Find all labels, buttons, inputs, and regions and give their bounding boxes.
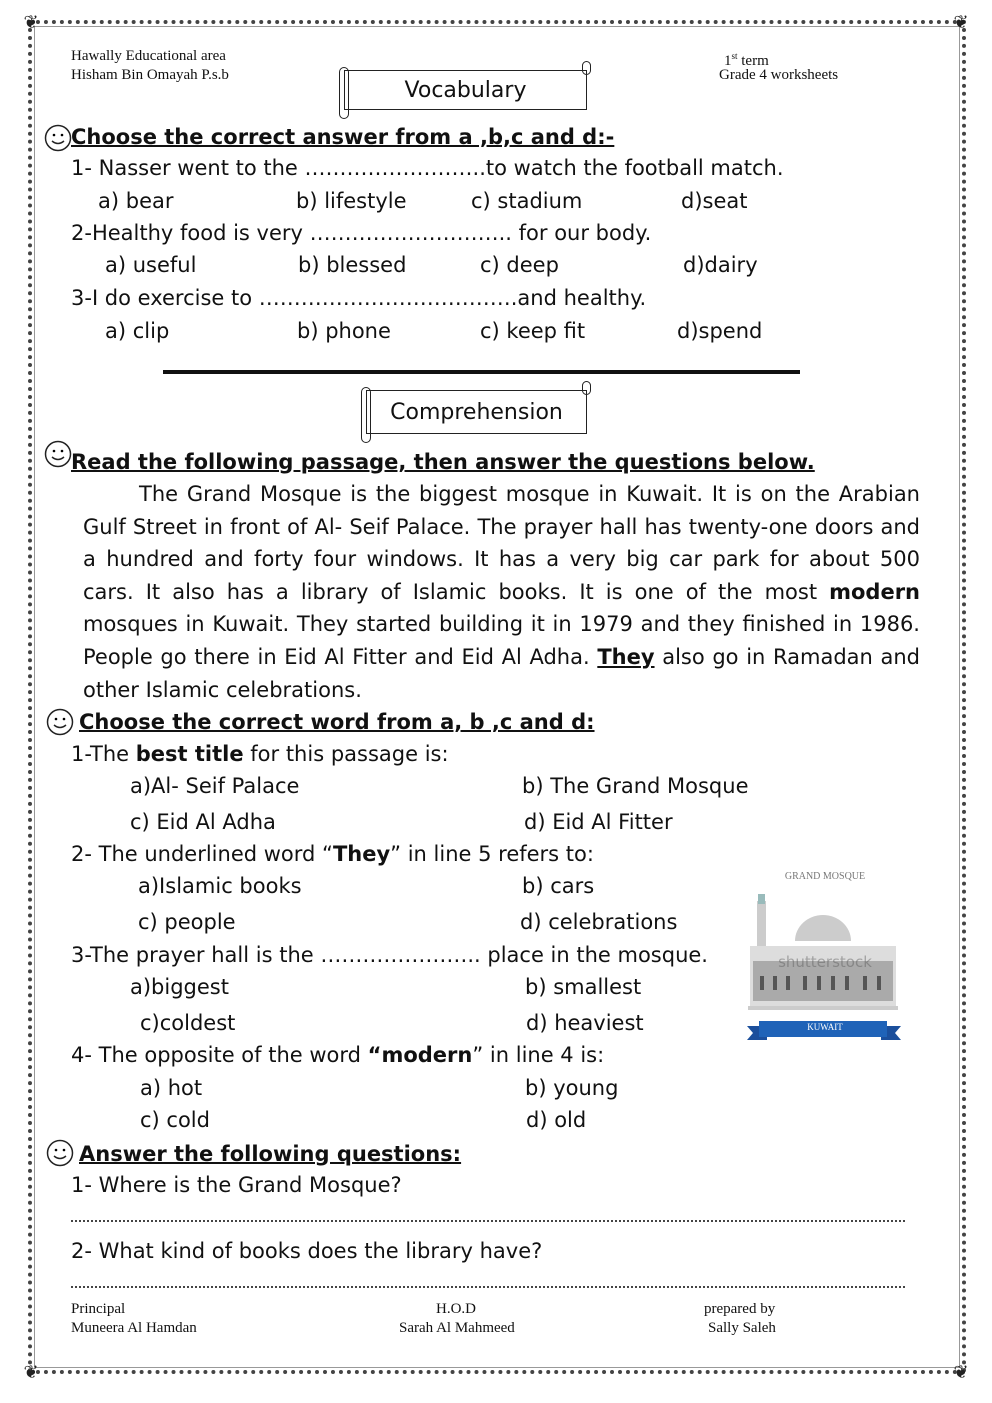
- vocab-question-3: 3-I do exercise to ……………………………….and healthy.: [71, 286, 647, 310]
- option[interactable]: a)Al- Seif Palace: [130, 774, 300, 798]
- corner-ornament-icon: ❦: [23, 12, 39, 33]
- open-question-1: 1- Where is the Grand Mosque?: [71, 1173, 402, 1197]
- q-text: 1-The: [71, 742, 136, 766]
- school-name: Hisham Bin Omayah P.s.b: [71, 67, 229, 83]
- mc-question-4: [71, 1042, 604, 1068]
- smiley-icon: [44, 124, 72, 152]
- term-word: term: [737, 53, 769, 69]
- corner-ornament-icon: ❦: [23, 1362, 39, 1383]
- prepared-label: prepared by: [704, 1301, 776, 1317]
- option[interactable]: a) bear: [98, 189, 174, 213]
- option[interactable]: d)dairy: [683, 253, 758, 277]
- grade: Grade 4 worksheets: [719, 67, 839, 83]
- passage-text: The Grand Mosque is the biggest mosque in Kuwait. It is on the Arabian Gulf Street in front of Al- Seif Palace. The prayer hall has twenty-one doors and a hundred and forty four windows. It has a very big car park for about 500 cars. It also has a library of Islamic books. It is one of the most: [83, 482, 920, 604]
- smiley-icon: [46, 1139, 74, 1167]
- principal-name: Muneera Al Hamdan: [71, 1320, 197, 1336]
- image-caption: GRAND MOSQUE: [784, 871, 866, 882]
- option[interactable]: c) Eid Al Adha: [130, 810, 276, 834]
- option[interactable]: a) clip: [105, 319, 170, 343]
- option[interactable]: a)Islamic books: [138, 874, 302, 898]
- mc-question-3: 3-The prayer hall is the ………………….. place in the mosque.: [71, 943, 708, 967]
- option[interactable]: b) young: [525, 1076, 619, 1100]
- smiley-icon: [44, 440, 72, 468]
- passage-underlined-word: They: [597, 644, 655, 669]
- image-banner: KUWAIT: [807, 1022, 843, 1032]
- section-title-text: Vocabulary: [404, 77, 527, 103]
- corner-ornament-icon: ❦: [953, 12, 969, 33]
- hod-label: H.O.D: [436, 1301, 476, 1317]
- open-instruction: Answer the following questions:: [79, 1142, 462, 1166]
- answer-line-1[interactable]: [71, 1220, 905, 1222]
- mc-instruction: Choose the correct word from a, b ,c and d:: [79, 710, 595, 734]
- option[interactable]: b) smallest: [525, 975, 642, 999]
- option[interactable]: b) phone: [297, 319, 391, 343]
- passage-bold-word: modern: [829, 579, 920, 604]
- vocab-question-2: 2-Healthy food is very ……………………….. for our body.: [71, 221, 652, 245]
- passage-text: mosques in Kuwait. They started building it in 1979 and they finished in 1986. People go there in Eid Al Fitter and Eid Al Adha.: [83, 612, 920, 669]
- option[interactable]: a) useful: [105, 253, 197, 277]
- comp-instruction: Read the following passage, then answer the questions below.: [71, 450, 815, 474]
- option[interactable]: c) people: [138, 910, 236, 934]
- option[interactable]: a)biggest: [130, 975, 229, 999]
- option[interactable]: a) hot: [140, 1076, 203, 1100]
- smiley-icon: [46, 708, 74, 736]
- option[interactable]: d) old: [526, 1108, 587, 1132]
- q-text: 2- The underlined word “: [71, 842, 333, 866]
- mc-question-1: [71, 741, 449, 767]
- q-text: 4- The opposite of the word: [71, 1043, 368, 1067]
- term-number: 1: [724, 53, 732, 69]
- option[interactable]: d) Eid Al Fitter: [524, 810, 673, 834]
- vocab-instruction: Choose the correct answer from a ,b,c and d:-: [71, 125, 615, 149]
- vocab-question-1: 1- Nasser went to the ……………………..to watch the football match.: [71, 156, 784, 180]
- q-text: for this passage is:: [243, 742, 449, 766]
- option[interactable]: c) stadium: [471, 189, 583, 213]
- option[interactable]: c) cold: [140, 1108, 210, 1132]
- option[interactable]: d) heaviest: [526, 1011, 644, 1035]
- reading-passage: [83, 478, 920, 706]
- passage-text: also go in Ramadan and other Islamic celebrations.: [83, 644, 921, 702]
- option[interactable]: b) cars: [522, 874, 595, 898]
- term-suffix: st: [731, 51, 738, 61]
- q-text: ” in line 4 is:: [472, 1043, 605, 1067]
- prepared-name: Sally Saleh: [708, 1320, 776, 1336]
- q-bold: They: [332, 842, 391, 866]
- principal-label: Principal: [71, 1301, 126, 1317]
- option[interactable]: b) The Grand Mosque: [522, 774, 749, 798]
- option[interactable]: d) celebrations: [520, 910, 678, 934]
- option[interactable]: d)seat: [681, 189, 748, 213]
- corner-ornament-icon: ❦: [953, 1362, 969, 1383]
- option[interactable]: d)spend: [677, 319, 763, 343]
- section-divider: [163, 370, 800, 374]
- mc-question-2: [71, 841, 594, 867]
- option[interactable]: c)coldest: [140, 1011, 236, 1035]
- option[interactable]: c) deep: [480, 253, 559, 277]
- option[interactable]: b) blessed: [298, 253, 407, 277]
- section-title-text: Comprehension: [390, 399, 563, 425]
- open-question-2: 2- What kind of books does the library have?: [71, 1239, 543, 1263]
- school-area: Hawally Educational area: [71, 48, 226, 64]
- option[interactable]: b) lifestyle: [296, 189, 407, 213]
- image-watermark: shutterstock: [778, 953, 872, 971]
- q-text: ” in line 5 refers to:: [390, 842, 594, 866]
- section-title-vocabulary: [344, 70, 587, 110]
- hod-name: Sarah Al Mahmeed: [399, 1320, 515, 1336]
- section-title-comprehension: [366, 390, 587, 434]
- q-bold: best title: [135, 742, 244, 766]
- grand-mosque-image: [745, 866, 905, 1046]
- answer-line-2[interactable]: [71, 1286, 905, 1288]
- option[interactable]: c) keep fit: [480, 319, 586, 343]
- q-bold: “modern: [367, 1043, 473, 1067]
